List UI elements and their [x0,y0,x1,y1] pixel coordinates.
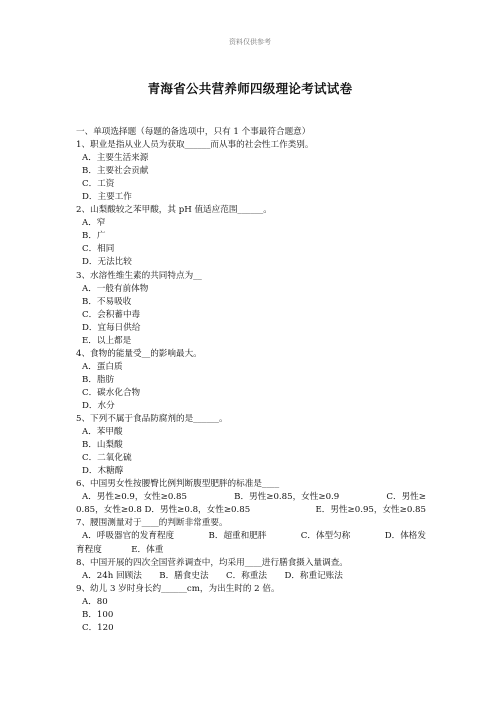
option-c: C．称重法 [226,570,267,581]
option-d: D．体格发 [384,531,426,542]
option-d: D．宜每日供给 [82,322,141,333]
option-b: B．男性≥0.85，女性≥0.9 [234,492,340,503]
question-1 [76,139,426,204]
question-stem: 6、中国男女性按腰臀比例判断腹型肥胖的标准是____ [76,479,280,490]
option-b: B．超重和肥胖 [208,531,267,542]
option-d: D．主要工作 [82,192,132,203]
option-b: B．脂肪 [82,374,115,385]
option-e: E．体重 [131,544,164,555]
question-7 [76,517,426,556]
option-a: A．一般有前体物 [82,283,149,294]
question-6 [76,478,426,517]
question-5 [76,413,426,478]
question-stem: 5、下列不属于食品防腐剂的是______。 [76,414,228,425]
option-c: C．体型匀称 [300,531,351,542]
question-stem: 2、山梨酸较之苯甲酸，其 pH 值适应范围______。 [76,205,272,216]
question-stem: 8、中国开展的四次全国营养调查中，均采用____进行膳食摄入量调查。 [76,557,348,568]
option-c: C．会积蓄中毒 [82,309,141,320]
question-8 [76,557,426,583]
option-c: C．二氧化硫 [82,453,132,464]
option-c: C．男性≥ [386,492,426,503]
option-c: C．碳水化合物 [82,387,141,398]
option-b: B．100 [82,609,114,620]
option-a: A．主要生活来源 [82,153,149,164]
option-d: D．木糖醇 [82,466,124,477]
options-row [76,504,426,517]
question-stem: 7、腰围测量对于____的判断非常重要。 [76,518,228,529]
exam-body [76,126,426,635]
option-d: D．无法比较 [82,257,132,268]
question-2 [76,204,426,269]
option-a: A．窄 [82,218,106,229]
question-stem: 3、水溶性维生素的共同特点为__ [76,270,202,281]
question-4 [76,348,426,413]
option-a: A．苯甲酸 [82,427,123,438]
option-d: D．水分 [82,400,115,411]
option-a: A．24h 回顾法 [82,570,142,581]
section-heading: 一、单项选择题（每题的备选项中，只有 1 个事最符合题意） [76,127,311,137]
option-d-continued: 育程度 [76,544,102,555]
options-row [76,544,426,557]
question-stem: 9、幼儿 3 岁时身长约______cm，为出生时的 2 倍。 [76,583,280,594]
options-row [76,570,426,583]
option-b: B．膳食史法 [159,570,209,581]
option-b: B．广 [82,231,106,242]
options-row [76,530,426,543]
option-b: B．山梨酸 [82,440,123,451]
option-b: B．主要社会贡献 [82,166,149,177]
option-a: A．呼吸器官的发育程度 [82,531,175,542]
options-row [76,491,426,504]
option-e: E．以上都是 [82,335,132,346]
option-d: D．称重记账法 [284,570,343,581]
option-c-d-continued: 0.85，女性≥0.8 D．男性≥0.8，女性≥0.85 [76,505,251,516]
document-title: 青海省公共营养师四级理论考试试卷 [147,81,353,96]
question-9 [76,583,426,635]
option-a: A．男性≥0.9，女性≥0.85 [82,492,187,503]
option-b: B．不易吸收 [82,296,132,307]
question-stem: 4、食物的能量受__的影响最大。 [76,348,202,359]
option-a: A．蛋白质 [82,361,123,372]
option-e: E．男性≥0.95，女性≥0.85 [315,505,426,516]
question-stem: 1、职业是指从业人员为获取______而从事的社会性工作类别。 [76,140,314,151]
question-3 [76,270,426,348]
option-c: C．相同 [82,244,115,255]
option-c: C．工资 [82,179,115,190]
option-a: A．80 [82,596,108,607]
header-note: 资料仅供参考 [229,38,271,46]
option-c: C．120 [82,622,114,633]
